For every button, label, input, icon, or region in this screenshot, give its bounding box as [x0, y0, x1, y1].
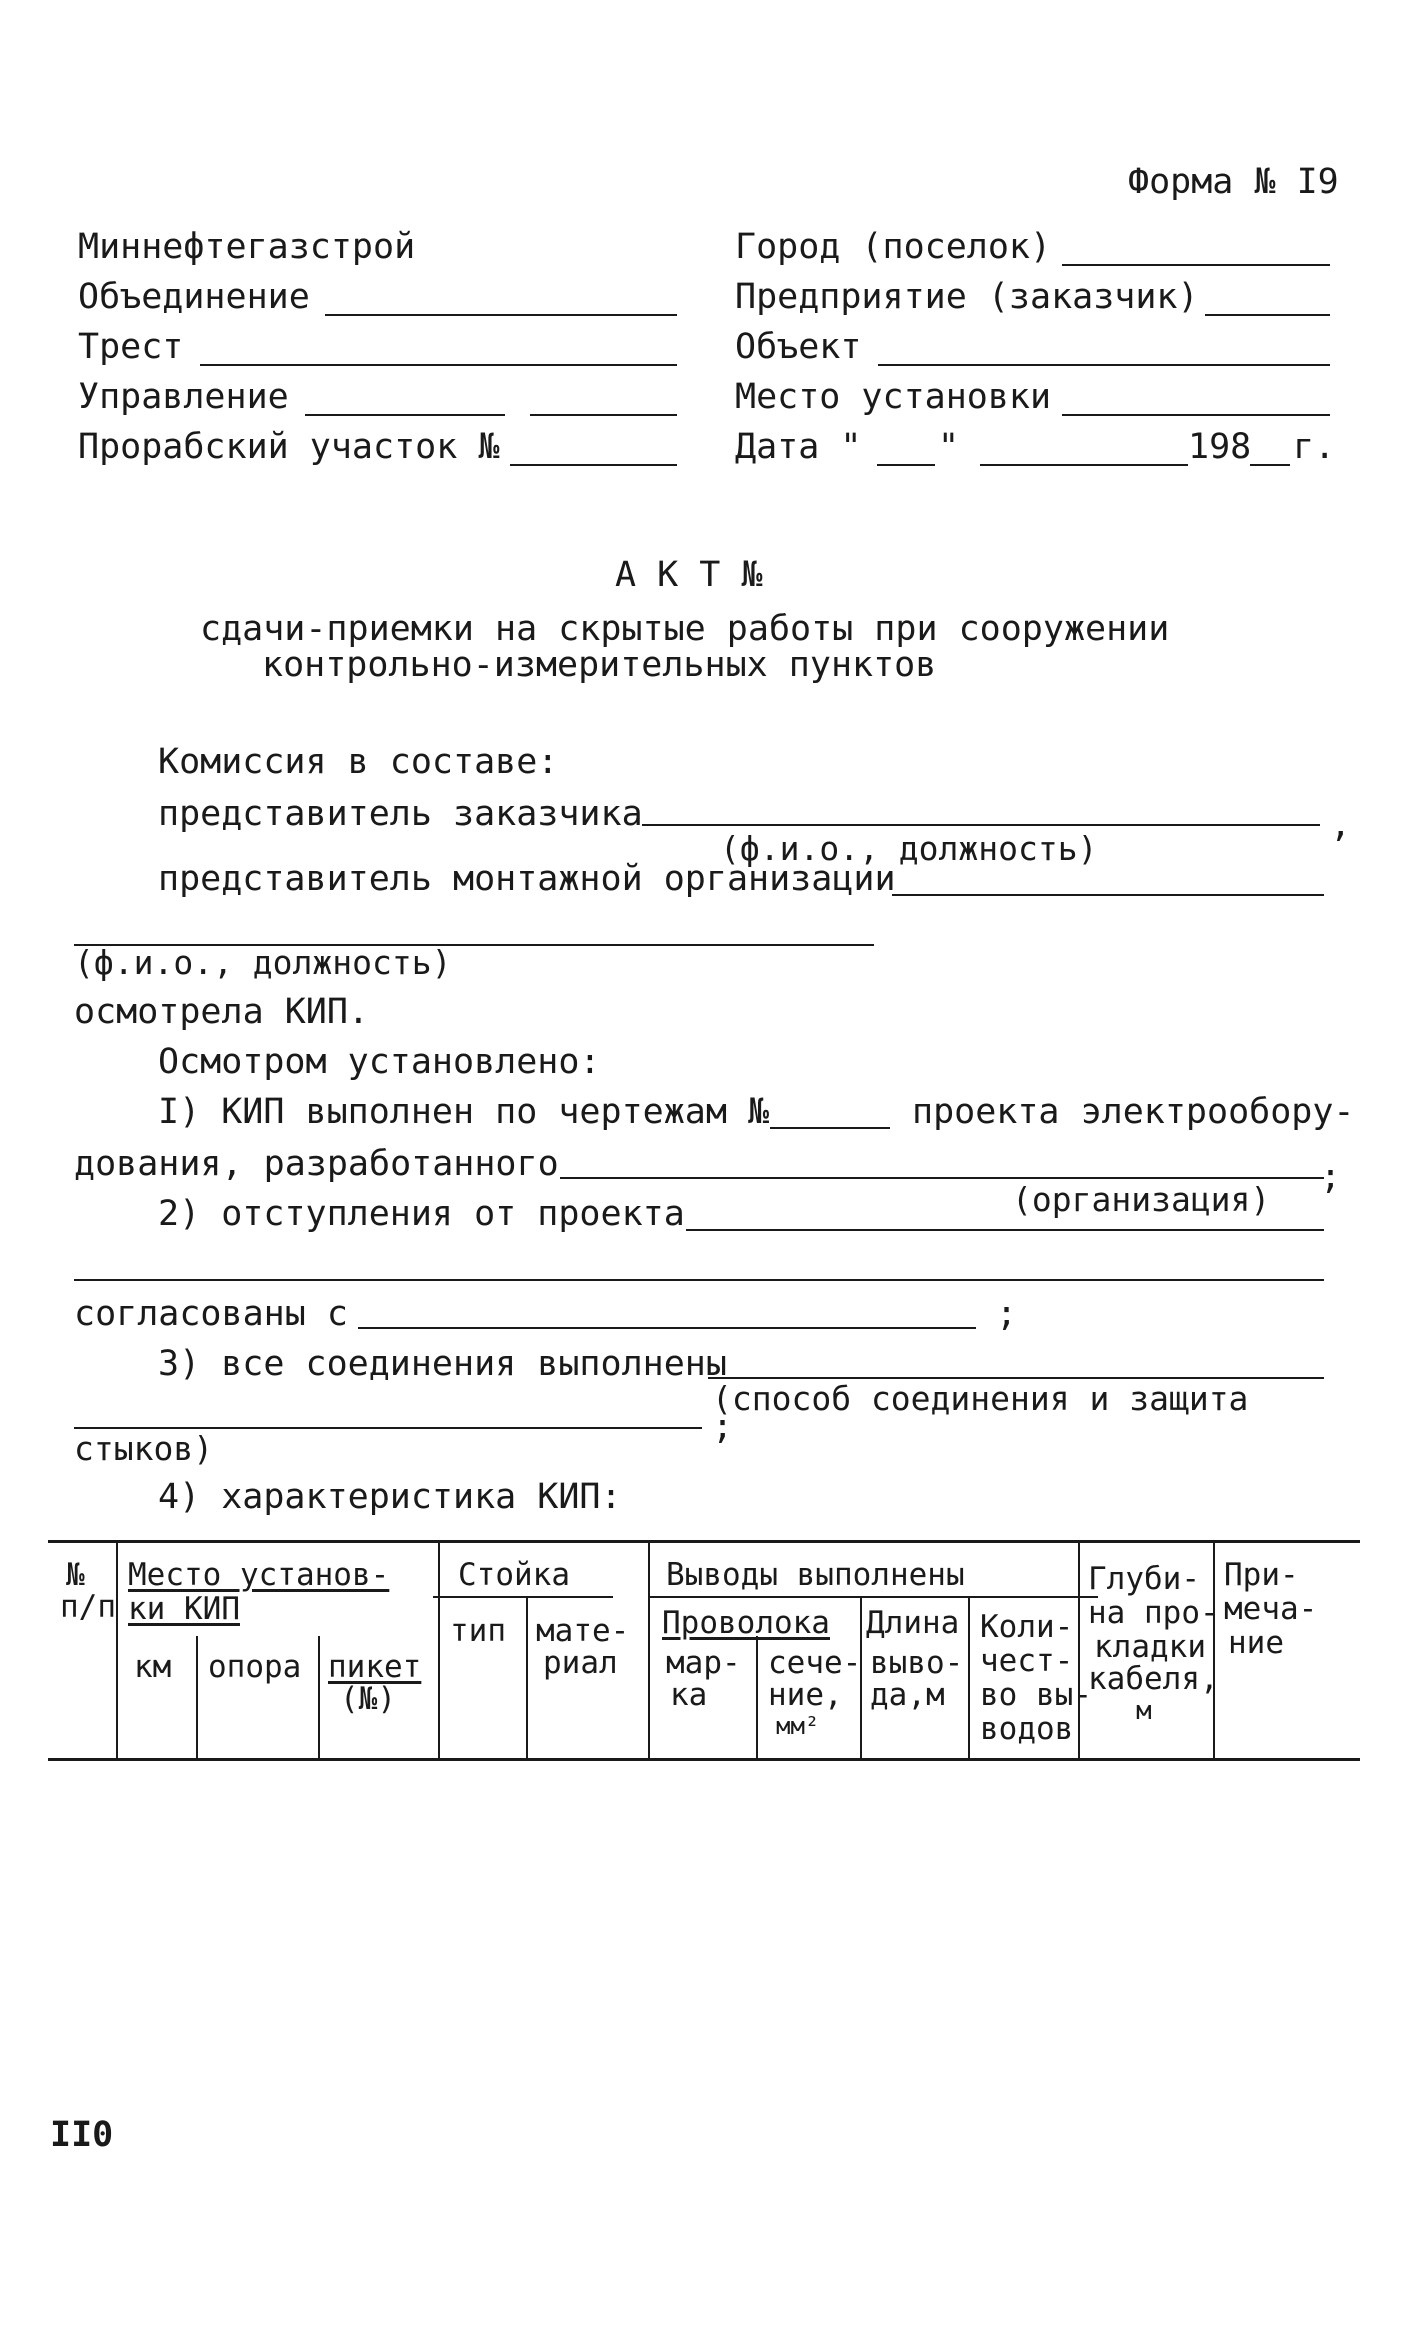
col-picket-2: (№) — [340, 1681, 396, 1717]
association-label: Объединение — [78, 277, 310, 317]
col-note-1: При- — [1224, 1557, 1299, 1593]
rep-installer-field-1[interactable] — [892, 894, 1324, 896]
col-length-1: Длина — [866, 1605, 960, 1641]
col-no-1: № — [66, 1557, 85, 1593]
col-count-3: во вы- — [980, 1677, 1092, 1713]
col-note-3: ние — [1228, 1625, 1284, 1661]
col-section-3: мм² — [776, 1712, 820, 1740]
semicolon-1: ; — [1320, 1157, 1342, 1197]
col-no-2: п/п — [60, 1589, 116, 1625]
item3-text: 3) все соединения выполнены — [158, 1344, 727, 1384]
col-divider-1 — [116, 1540, 118, 1760]
col-divider-5 — [526, 1596, 528, 1760]
object-field[interactable] — [878, 364, 1330, 366]
date-label: Дата " — [735, 427, 862, 467]
col-depth-1: Глуби- — [1088, 1561, 1200, 1597]
site-label: Прорабский участок № — [78, 427, 500, 467]
col-divider-4 — [438, 1540, 440, 1760]
col-wire: Проволока — [662, 1605, 830, 1641]
leads-divider — [648, 1596, 1098, 1598]
comma: , — [1330, 805, 1352, 845]
col-count-4: водов — [980, 1711, 1074, 1747]
act-subtitle-1: сдачи-приемки на скрытые работы при сооружении — [200, 609, 1170, 649]
joints-hint: стыков) — [74, 1429, 214, 1468]
col-material-2: риал — [543, 1645, 618, 1681]
agreed-label: согласованы с — [74, 1294, 348, 1334]
city-label: Город (поселок) — [735, 227, 1052, 267]
inspected-text: осмотрела КИП. — [74, 992, 370, 1032]
semicolon-3: ; — [712, 1407, 734, 1447]
deviations-field-1[interactable] — [686, 1229, 1324, 1231]
col-depth-2: на про- — [1088, 1595, 1219, 1631]
stand-divider — [433, 1596, 613, 1598]
rep-installer-label: представитель монтажной организации — [158, 859, 896, 899]
act-title: А К Т № — [615, 555, 763, 595]
col-km: км — [134, 1649, 172, 1685]
col-count-1: Коли- — [980, 1609, 1074, 1645]
item1-project: проекта электрообору- — [912, 1092, 1355, 1132]
agreed-field[interactable] — [358, 1327, 976, 1329]
col-divider-9 — [968, 1596, 970, 1760]
site-field[interactable] — [510, 464, 677, 466]
year-prefix: 198 — [1188, 427, 1252, 467]
drawing-number-field[interactable] — [770, 1127, 890, 1129]
col-depth-5: м — [1136, 1696, 1152, 1726]
item4-text: 4) характеристика КИП: — [158, 1477, 622, 1517]
item1-developed: дования, разработанного — [74, 1144, 559, 1184]
rep-customer-field[interactable] — [642, 824, 1320, 826]
established-text: Осмотром установлено: — [158, 1042, 601, 1082]
year-field[interactable] — [1250, 464, 1290, 466]
col-divider-7 — [756, 1636, 758, 1760]
col-length-2: выво- — [870, 1645, 964, 1681]
col-support: опора — [208, 1649, 302, 1685]
form-number: Форма № I9 — [1128, 162, 1339, 202]
col-count-2: чест- — [980, 1643, 1074, 1679]
method-hint: (способ соединения и защита — [712, 1379, 1249, 1418]
department-field-2[interactable] — [530, 414, 677, 416]
deviations-field-2[interactable] — [74, 1279, 1324, 1281]
city-field[interactable] — [1062, 264, 1330, 266]
department-field-1[interactable] — [305, 414, 505, 416]
col-note-2: меча- — [1224, 1591, 1318, 1627]
col-material-1: мате- — [536, 1613, 630, 1649]
col-leads: Выводы выполнены — [666, 1557, 965, 1593]
col-divider-10 — [1078, 1540, 1080, 1760]
rep-customer-label: представитель заказчика — [158, 794, 643, 834]
col-divider-3 — [318, 1636, 320, 1760]
location-label: Место установки — [735, 377, 1052, 417]
col-length-3: да,м — [870, 1677, 945, 1713]
col-depth-3: кладки — [1094, 1629, 1206, 1665]
org-hint: (организация) — [1012, 1180, 1271, 1219]
page-number: II0 — [50, 2115, 114, 2155]
commission-label: Комиссия в составе: — [158, 742, 559, 782]
col-place-1: Место установ- — [128, 1557, 390, 1593]
date-quote: " — [938, 427, 960, 467]
table-bottom-border — [48, 1758, 1360, 1761]
department-label: Управление — [78, 377, 289, 417]
semicolon-2: ; — [996, 1294, 1018, 1334]
item1-text: I) КИП выполнен по чертежам № — [158, 1092, 770, 1132]
table-top-border — [48, 1540, 1360, 1543]
kip-characteristics-table — [48, 1540, 1360, 1760]
item2-text: 2) отступления от проекта — [158, 1194, 685, 1234]
col-stand: Стойка — [458, 1557, 570, 1593]
fio-hint-2: (ф.и.о., должность) — [74, 943, 452, 982]
association-field[interactable] — [325, 314, 677, 316]
col-divider-2 — [196, 1636, 198, 1760]
col-divider-11 — [1213, 1540, 1215, 1760]
act-subtitle-2: контрольно-измерительных пунктов — [262, 645, 937, 685]
object-label: Объект — [735, 327, 862, 367]
col-depth-4: кабеля, — [1088, 1661, 1219, 1697]
col-brand-1: мар- — [666, 1645, 741, 1681]
date-month-field[interactable] — [980, 464, 1188, 466]
trust-field[interactable] — [200, 364, 677, 366]
location-field[interactable] — [1062, 414, 1330, 416]
col-divider-6 — [648, 1540, 650, 1760]
developer-field[interactable] — [560, 1177, 1324, 1179]
col-section-1: сече- — [768, 1645, 862, 1681]
fio-hint-1: (ф.и.о., должность) — [720, 829, 1098, 868]
year-suffix: г. — [1293, 427, 1336, 467]
ministry-label: Миннефтегазстрой — [78, 227, 416, 267]
col-picket-1: пикет — [328, 1649, 422, 1685]
col-place-2: ки КИП — [128, 1591, 240, 1627]
trust-label: Трест — [78, 327, 184, 367]
enterprise-field[interactable] — [1205, 314, 1330, 316]
enterprise-label: Предприятие (заказчик) — [735, 277, 1199, 317]
col-brand-2: ка — [670, 1677, 708, 1713]
date-day-field[interactable] — [877, 464, 935, 466]
col-type: тип — [450, 1613, 506, 1649]
col-section-2: ние, — [768, 1677, 843, 1713]
